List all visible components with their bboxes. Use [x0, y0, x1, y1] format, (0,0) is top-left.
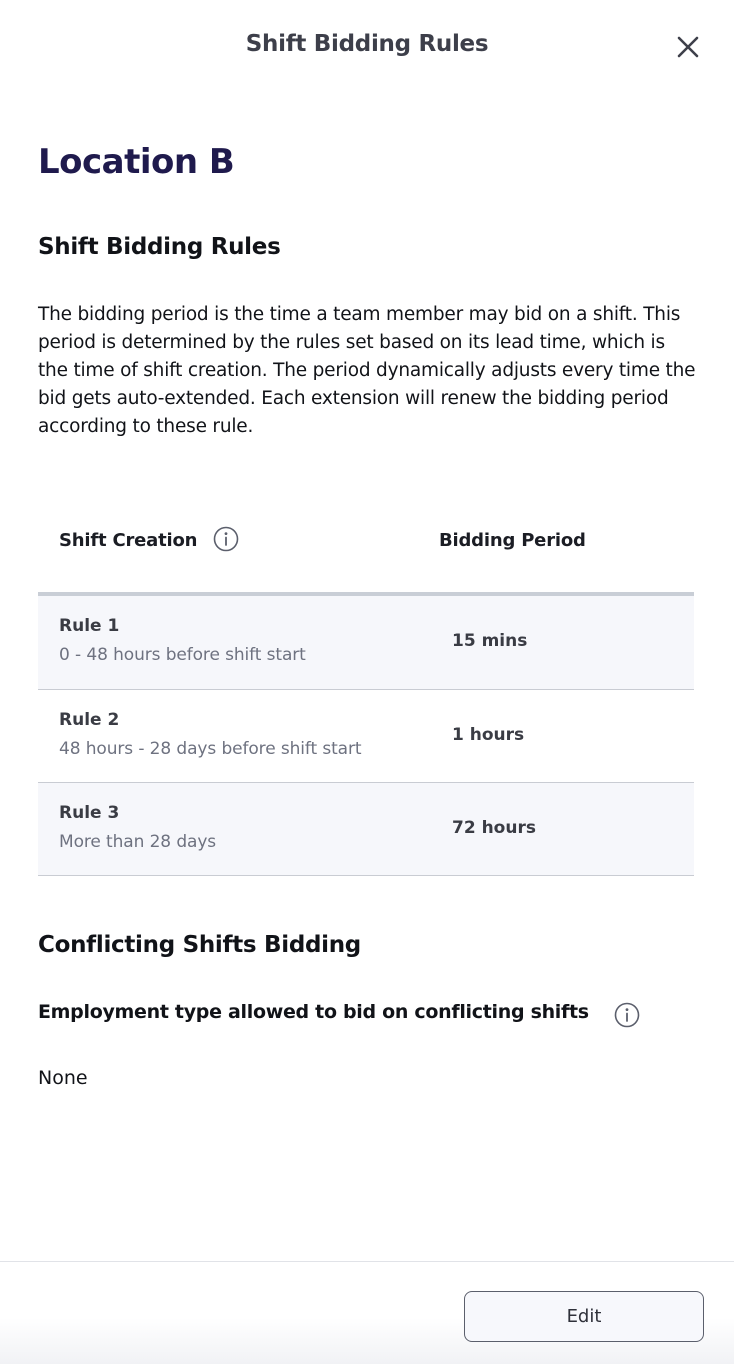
- employment-type-label: Employment type allowed to bid on conflicting shifts: [38, 1001, 589, 1023]
- rules-table-header: [38, 520, 694, 596]
- modal-title: Shift Bidding Rules: [245, 31, 489, 57]
- rule-condition: 0 - 48 hours before shift start: [59, 645, 306, 665]
- modal-header: [0, 0, 734, 96]
- conflicting-shifts-heading: Conflicting Shifts Bidding: [38, 932, 361, 958]
- employment-type-value: None: [38, 1067, 88, 1089]
- bidding-rules-heading: Shift Bidding Rules: [38, 234, 281, 260]
- info-icon[interactable]: [212, 525, 240, 553]
- rule-name: Rule 1: [59, 616, 120, 636]
- rule-name: Rule 3: [59, 803, 120, 823]
- rule-name: Rule 2: [59, 710, 120, 730]
- bidding-rules-description: The bidding period is the time a team member may bid on a shift. This period is determined by the rules set based on its lead time, which is the time of shift creation. The period dynamically adjusts every time the bid gets auto-extended. Each extension will renew the bidding period according to these rule.: [38, 304, 696, 437]
- column-header-shift-creation: [59, 530, 197, 551]
- rule-period: 72 hours: [452, 818, 536, 838]
- column-header-label: Shift Creation: [59, 530, 198, 551]
- rule-period: 1 hours: [452, 725, 525, 745]
- modal-footer: [0, 1261, 734, 1364]
- rule-condition: More than 28 days: [59, 832, 217, 852]
- edit-button[interactable]: Edit: [464, 1291, 704, 1342]
- close-icon[interactable]: [672, 31, 704, 63]
- rule-row: [38, 690, 694, 783]
- rule-period: 15 mins: [452, 631, 528, 651]
- column-header-bidding-period: Bidding Period: [439, 530, 586, 551]
- rule-condition: 48 hours - 28 days before shift start: [59, 739, 362, 759]
- rule-row: [38, 596, 694, 690]
- info-icon[interactable]: [613, 1001, 641, 1029]
- rule-row: [38, 783, 694, 876]
- location-title: Location B: [38, 142, 235, 182]
